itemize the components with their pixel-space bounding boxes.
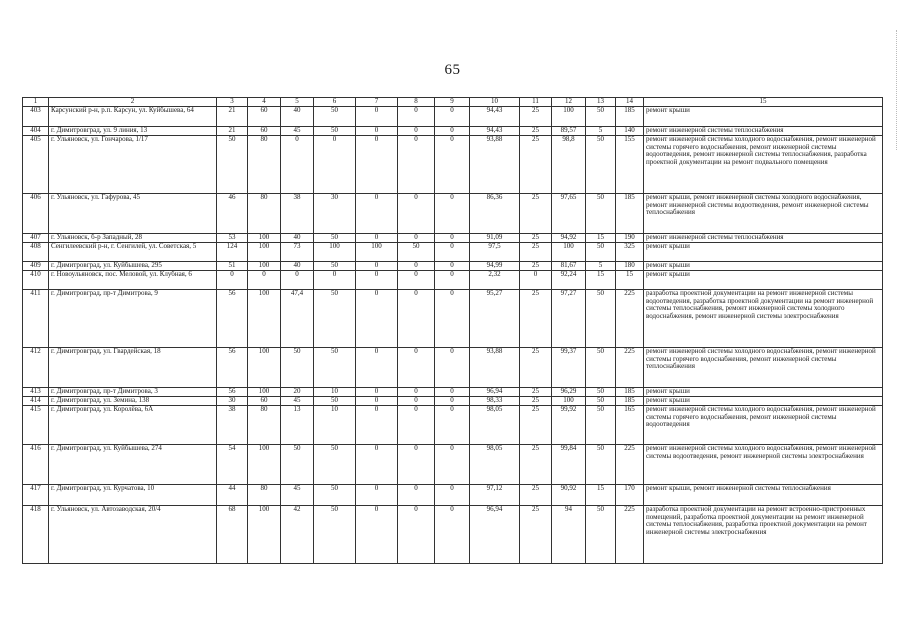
address-cell: г. Ульяновск, ул. Автозаводская, 20/4	[49, 506, 217, 564]
value-cell-7: 0	[356, 397, 398, 406]
value-cell-6: 10	[314, 388, 356, 397]
value-cell-8: 0	[398, 262, 435, 271]
value-cell-3: 68	[217, 506, 248, 564]
address-cell: г. Новоульяновск, пос. Меловой, ул. Клубная, 6	[49, 271, 217, 290]
column-header-14: 14	[616, 98, 644, 107]
value-cell-12: 94	[552, 506, 586, 564]
page-number: 65	[444, 62, 461, 78]
value-cell-12: 99,37	[552, 348, 586, 388]
value-cell-5: 0	[281, 271, 314, 290]
value-cell-14: 225	[616, 348, 644, 388]
row-number: 408	[23, 243, 49, 262]
row-number: 413	[23, 388, 49, 397]
value-cell-7: 0	[356, 445, 398, 485]
value-cell-8: 0	[398, 445, 435, 485]
value-cell-10: 95,27	[470, 290, 520, 348]
value-cell-13: 50	[586, 348, 616, 388]
value-cell-6: 50	[314, 397, 356, 406]
value-cell-10: 96,94	[470, 388, 520, 397]
value-cell-5: 38	[281, 194, 314, 234]
value-cell-3: 124	[217, 243, 248, 262]
column-header-3: 3	[217, 98, 248, 107]
value-cell-10: 94,43	[470, 107, 520, 127]
table-row	[23, 136, 883, 194]
row-number: 404	[23, 127, 49, 136]
value-cell-8: 0	[398, 290, 435, 348]
value-cell-5: 45	[281, 127, 314, 136]
table-row	[23, 506, 883, 564]
value-cell-7: 0	[356, 107, 398, 127]
address-cell: г. Димитровград, ул. Земина, 138	[49, 397, 217, 406]
value-cell-10: 86,36	[470, 194, 520, 234]
column-header-10: 10	[470, 98, 520, 107]
value-cell-13: 15	[586, 271, 616, 290]
table-row	[23, 290, 883, 348]
value-cell-11: 25	[520, 107, 552, 127]
value-cell-12: 81,67	[552, 262, 586, 271]
row-number: 410	[23, 271, 49, 290]
value-cell-9: 0	[435, 107, 470, 127]
value-cell-3: 54	[217, 445, 248, 485]
row-number: 405	[23, 136, 49, 194]
value-cell-9: 0	[435, 136, 470, 194]
value-cell-5: 40	[281, 234, 314, 243]
value-cell-14: 185	[616, 107, 644, 127]
table-row	[23, 243, 883, 262]
value-cell-7: 0	[356, 485, 398, 506]
value-cell-12: 97,65	[552, 194, 586, 234]
value-cell-12: 92,24	[552, 271, 586, 290]
row-number: 403	[23, 107, 49, 127]
value-cell-9: 0	[435, 234, 470, 243]
work-description-cell: ремонт крыши	[644, 262, 883, 271]
value-cell-8: 0	[398, 127, 435, 136]
value-cell-4: 60	[248, 107, 281, 127]
value-cell-7: 0	[356, 127, 398, 136]
value-cell-7: 0	[356, 262, 398, 271]
address-cell: г. Димитровград, ул. Королёва, 6А	[49, 406, 217, 445]
value-cell-14: 225	[616, 290, 644, 348]
value-cell-8: 0	[398, 348, 435, 388]
row-number: 418	[23, 506, 49, 564]
value-cell-3: 21	[217, 127, 248, 136]
address-cell: г. Димитровград, ул. Куйбышева, 274	[49, 445, 217, 485]
value-cell-8: 50	[398, 243, 435, 262]
value-cell-5: 13	[281, 406, 314, 445]
value-cell-10: 2,32	[470, 271, 520, 290]
value-cell-13: 50	[586, 445, 616, 485]
value-cell-7: 0	[356, 234, 398, 243]
value-cell-11: 25	[520, 397, 552, 406]
value-cell-4: 80	[248, 136, 281, 194]
value-cell-7: 0	[356, 348, 398, 388]
column-header-9: 9	[435, 98, 470, 107]
value-cell-9: 0	[435, 194, 470, 234]
value-cell-4: 0	[248, 271, 281, 290]
value-cell-12: 89,57	[552, 127, 586, 136]
value-cell-6: 10	[314, 406, 356, 445]
row-number: 414	[23, 397, 49, 406]
value-cell-8: 0	[398, 406, 435, 445]
address-cell: Карсунский р-н, р.п. Карсун, ул. Куйбышева, 64	[49, 107, 217, 127]
value-cell-10: 98,05	[470, 445, 520, 485]
column-header-15: 15	[644, 98, 883, 107]
value-cell-8: 0	[398, 485, 435, 506]
value-cell-14: 190	[616, 234, 644, 243]
address-cell: г. Димитровград, пр-т Димитрова, 9	[49, 290, 217, 348]
value-cell-6: 50	[314, 127, 356, 136]
value-cell-5: 20	[281, 388, 314, 397]
value-cell-10: 97,5	[470, 243, 520, 262]
address-cell: г. Димитровград, ул. Курчатова, 10	[49, 485, 217, 506]
value-cell-4: 80	[248, 406, 281, 445]
value-cell-3: 56	[217, 348, 248, 388]
value-cell-4: 100	[248, 262, 281, 271]
work-description-cell: ремонт крыши, ремонт инженерной системы холодного водоснабжения, ремонт инженерной системы водоотведения, ремонт инженерной системы теплоснабжения	[644, 194, 883, 234]
value-cell-4: 100	[248, 445, 281, 485]
value-cell-11: 25	[520, 234, 552, 243]
value-cell-9: 0	[435, 271, 470, 290]
value-cell-7: 0	[356, 194, 398, 234]
column-header-13: 13	[586, 98, 616, 107]
column-header-7: 7	[356, 98, 398, 107]
value-cell-11: 25	[520, 406, 552, 445]
table-row	[23, 485, 883, 506]
value-cell-14: 225	[616, 445, 644, 485]
value-cell-9: 0	[435, 485, 470, 506]
value-cell-3: 46	[217, 194, 248, 234]
row-number: 416	[23, 445, 49, 485]
value-cell-14: 180	[616, 262, 644, 271]
value-cell-13: 5	[586, 127, 616, 136]
value-cell-14: 185	[616, 397, 644, 406]
value-cell-11: 25	[520, 388, 552, 397]
header-row	[23, 98, 883, 107]
value-cell-7: 0	[356, 506, 398, 564]
value-cell-14: 185	[616, 388, 644, 397]
value-cell-10: 94,99	[470, 262, 520, 271]
value-cell-3: 38	[217, 406, 248, 445]
value-cell-14: 325	[616, 243, 644, 262]
value-cell-4: 60	[248, 127, 281, 136]
value-cell-3: 51	[217, 262, 248, 271]
row-number: 417	[23, 485, 49, 506]
value-cell-11: 25	[520, 506, 552, 564]
work-description-cell: разработка проектной документации на ремонт инженерной системы водоотведения, разработка проектной документации на ремонт инженерной системы теплоснабжения, ремонт инженерной системы холодного водоснабжения, ремонт инженерной системы электроснабжения	[644, 290, 883, 348]
value-cell-12: 99,92	[552, 406, 586, 445]
work-description-cell: ремонт инженерной системы теплоснабжения	[644, 127, 883, 136]
table-row	[23, 127, 883, 136]
value-cell-8: 0	[398, 136, 435, 194]
value-cell-11: 25	[520, 262, 552, 271]
value-cell-10: 93,88	[470, 136, 520, 194]
address-cell: г. Димитровград, ул. 9 линия, 13	[49, 127, 217, 136]
value-cell-10: 98,33	[470, 397, 520, 406]
value-cell-8: 0	[398, 234, 435, 243]
value-cell-13: 50	[586, 243, 616, 262]
value-cell-5: 40	[281, 262, 314, 271]
work-description-cell: ремонт крыши	[644, 388, 883, 397]
value-cell-13: 50	[586, 388, 616, 397]
column-header-12: 12	[552, 98, 586, 107]
address-cell: г. Ульяновск, ул. Гончарова, 1/17	[49, 136, 217, 194]
column-header-8: 8	[398, 98, 435, 107]
value-cell-4: 100	[248, 243, 281, 262]
table-row	[23, 406, 883, 445]
value-cell-11: 25	[520, 136, 552, 194]
work-description-cell: разработка проектной документации на ремонт встроенно-пристроенных помещений, разработка проектной документации на ремонт инженерной системы теплоснабжения, разработка проектной документации на ремонт инженерной системы электроснабжения	[644, 506, 883, 564]
value-cell-6: 50	[314, 506, 356, 564]
value-cell-13: 50	[586, 290, 616, 348]
value-cell-4: 60	[248, 397, 281, 406]
row-number: 409	[23, 262, 49, 271]
value-cell-6: 50	[314, 107, 356, 127]
work-description-cell: ремонт крыши	[644, 397, 883, 406]
value-cell-9: 0	[435, 445, 470, 485]
value-cell-11: 25	[520, 290, 552, 348]
value-cell-6: 50	[314, 234, 356, 243]
value-cell-14: 15	[616, 271, 644, 290]
value-cell-13: 15	[586, 234, 616, 243]
value-cell-9: 0	[435, 506, 470, 564]
value-cell-8: 0	[398, 506, 435, 564]
value-cell-8: 0	[398, 107, 435, 127]
value-cell-12: 94,92	[552, 234, 586, 243]
table-row	[23, 348, 883, 388]
value-cell-7: 0	[356, 388, 398, 397]
value-cell-12: 98,8	[552, 136, 586, 194]
value-cell-13: 5	[586, 262, 616, 271]
table-row	[23, 262, 883, 271]
column-header-2: 2	[49, 98, 217, 107]
value-cell-5: 0	[281, 136, 314, 194]
work-description-cell: ремонт инженерной системы холодного водоснабжения, ремонт инженерной системы горячего водоснабжения, ремонт инженерной системы водоотведения, ремонт инженерной системы теплоснабжения, разработка проектной документации на ремонт подвального помещения	[644, 136, 883, 194]
value-cell-7: 0	[356, 290, 398, 348]
row-number: 415	[23, 406, 49, 445]
value-cell-10: 91,09	[470, 234, 520, 243]
value-cell-4: 100	[248, 348, 281, 388]
value-cell-8: 0	[398, 271, 435, 290]
value-cell-4: 80	[248, 194, 281, 234]
table-row	[23, 234, 883, 243]
value-cell-3: 0	[217, 271, 248, 290]
value-cell-3: 21	[217, 107, 248, 127]
address-cell: г. Димитровград, ул. Куйбышева, 295	[49, 262, 217, 271]
table-row	[23, 271, 883, 290]
value-cell-11: 25	[520, 127, 552, 136]
scan-artifact-edge	[896, 30, 903, 150]
value-cell-6: 100	[314, 243, 356, 262]
value-cell-3: 56	[217, 290, 248, 348]
table-row	[23, 397, 883, 406]
value-cell-14: 165	[616, 406, 644, 445]
value-cell-10: 94,43	[470, 127, 520, 136]
value-cell-14: 140	[616, 127, 644, 136]
value-cell-12: 97,27	[552, 290, 586, 348]
value-cell-9: 0	[435, 397, 470, 406]
value-cell-6: 50	[314, 290, 356, 348]
value-cell-13: 50	[586, 136, 616, 194]
scan-artifact	[18, 606, 46, 626]
value-cell-6: 30	[314, 194, 356, 234]
value-cell-9: 0	[435, 388, 470, 397]
value-cell-11: 0	[520, 271, 552, 290]
value-cell-5: 47,4	[281, 290, 314, 348]
work-description-cell: ремонт инженерной системы теплоснабжения	[644, 234, 883, 243]
value-cell-3: 30	[217, 397, 248, 406]
table-row	[23, 445, 883, 485]
column-header-1: 1	[23, 98, 49, 107]
value-cell-5: 50	[281, 445, 314, 485]
value-cell-3: 56	[217, 388, 248, 397]
work-description-cell: ремонт крыши, ремонт инженерной системы теплоснабжения	[644, 485, 883, 506]
column-header-6: 6	[314, 98, 356, 107]
value-cell-7: 0	[356, 406, 398, 445]
column-header-11: 11	[520, 98, 552, 107]
value-cell-6: 0	[314, 136, 356, 194]
row-number: 407	[23, 234, 49, 243]
value-cell-11: 25	[520, 348, 552, 388]
value-cell-6: 50	[314, 262, 356, 271]
value-cell-9: 0	[435, 243, 470, 262]
value-cell-11: 25	[520, 485, 552, 506]
value-cell-5: 40	[281, 107, 314, 127]
value-cell-8: 0	[398, 397, 435, 406]
value-cell-8: 0	[398, 388, 435, 397]
value-cell-7: 100	[356, 243, 398, 262]
value-cell-7: 0	[356, 136, 398, 194]
address-cell: Сенгилеевский р-н, г. Сенгилей, ул. Советская, 5	[49, 243, 217, 262]
value-cell-12: 90,92	[552, 485, 586, 506]
value-cell-9: 0	[435, 290, 470, 348]
table-row	[23, 194, 883, 234]
work-description-cell: ремонт крыши	[644, 271, 883, 290]
value-cell-3: 53	[217, 234, 248, 243]
value-cell-10: 96,94	[470, 506, 520, 564]
value-cell-12: 99,84	[552, 445, 586, 485]
column-header-5: 5	[281, 98, 314, 107]
table-row	[23, 107, 883, 127]
value-cell-12: 96,29	[552, 388, 586, 397]
row-number: 406	[23, 194, 49, 234]
work-description-cell: ремонт инженерной системы холодного водоснабжения, ремонт инженерной системы горячего водоснабжения, ремонт инженерной системы теплоснабжения	[644, 348, 883, 388]
value-cell-9: 0	[435, 406, 470, 445]
work-description-cell: ремонт инженерной системы холодного водоснабжения, ремонт инженерной системы водоотведения, ремонт инженерной системы электроснабжения	[644, 445, 883, 485]
value-cell-6: 0	[314, 271, 356, 290]
value-cell-8: 0	[398, 194, 435, 234]
value-cell-5: 45	[281, 485, 314, 506]
value-cell-12: 100	[552, 243, 586, 262]
value-cell-4: 100	[248, 388, 281, 397]
value-cell-4: 80	[248, 485, 281, 506]
value-cell-14: 170	[616, 485, 644, 506]
value-cell-11: 25	[520, 194, 552, 234]
value-cell-12: 100	[552, 107, 586, 127]
value-cell-7: 0	[356, 271, 398, 290]
value-cell-4: 100	[248, 234, 281, 243]
value-cell-13: 15	[586, 485, 616, 506]
table-row	[23, 388, 883, 397]
value-cell-13: 50	[586, 194, 616, 234]
value-cell-4: 100	[248, 290, 281, 348]
value-cell-5: 73	[281, 243, 314, 262]
value-cell-10: 97,12	[470, 485, 520, 506]
value-cell-14: 155	[616, 136, 644, 194]
value-cell-3: 50	[217, 136, 248, 194]
work-description-cell: ремонт крыши	[644, 107, 883, 127]
value-cell-5: 50	[281, 348, 314, 388]
row-number: 412	[23, 348, 49, 388]
value-cell-6: 50	[314, 348, 356, 388]
address-cell: г. Димитровград, пр-т Димитрова, 3	[49, 388, 217, 397]
value-cell-9: 0	[435, 127, 470, 136]
value-cell-13: 50	[586, 406, 616, 445]
value-cell-5: 42	[281, 506, 314, 564]
value-cell-12: 100	[552, 397, 586, 406]
value-cell-5: 45	[281, 397, 314, 406]
address-cell: г. Димитровград, ул. Гвардейская, 18	[49, 348, 217, 388]
work-description-cell: ремонт крыши	[644, 243, 883, 262]
value-cell-10: 93,88	[470, 348, 520, 388]
value-cell-13: 50	[586, 506, 616, 564]
work-description-cell: ремонт инженерной системы холодного водоснабжения, ремонт инженерной системы горячего водоснабжения, ремонт инженерной системы водоотведения	[644, 406, 883, 445]
value-cell-6: 50	[314, 445, 356, 485]
value-cell-14: 185	[616, 194, 644, 234]
value-cell-14: 225	[616, 506, 644, 564]
address-cell: г. Ульяновск, б-р Западный, 28	[49, 234, 217, 243]
value-cell-9: 0	[435, 262, 470, 271]
address-cell: г. Ульяновск, ул. Гафурова, 45	[49, 194, 217, 234]
row-number: 411	[23, 290, 49, 348]
value-cell-11: 25	[520, 243, 552, 262]
value-cell-13: 50	[586, 107, 616, 127]
value-cell-13: 50	[586, 397, 616, 406]
column-header-4: 4	[248, 98, 281, 107]
value-cell-3: 44	[217, 485, 248, 506]
value-cell-9: 0	[435, 348, 470, 388]
value-cell-4: 100	[248, 506, 281, 564]
value-cell-11: 25	[520, 445, 552, 485]
registry-table	[22, 97, 883, 564]
value-cell-6: 50	[314, 485, 356, 506]
value-cell-10: 98,05	[470, 406, 520, 445]
